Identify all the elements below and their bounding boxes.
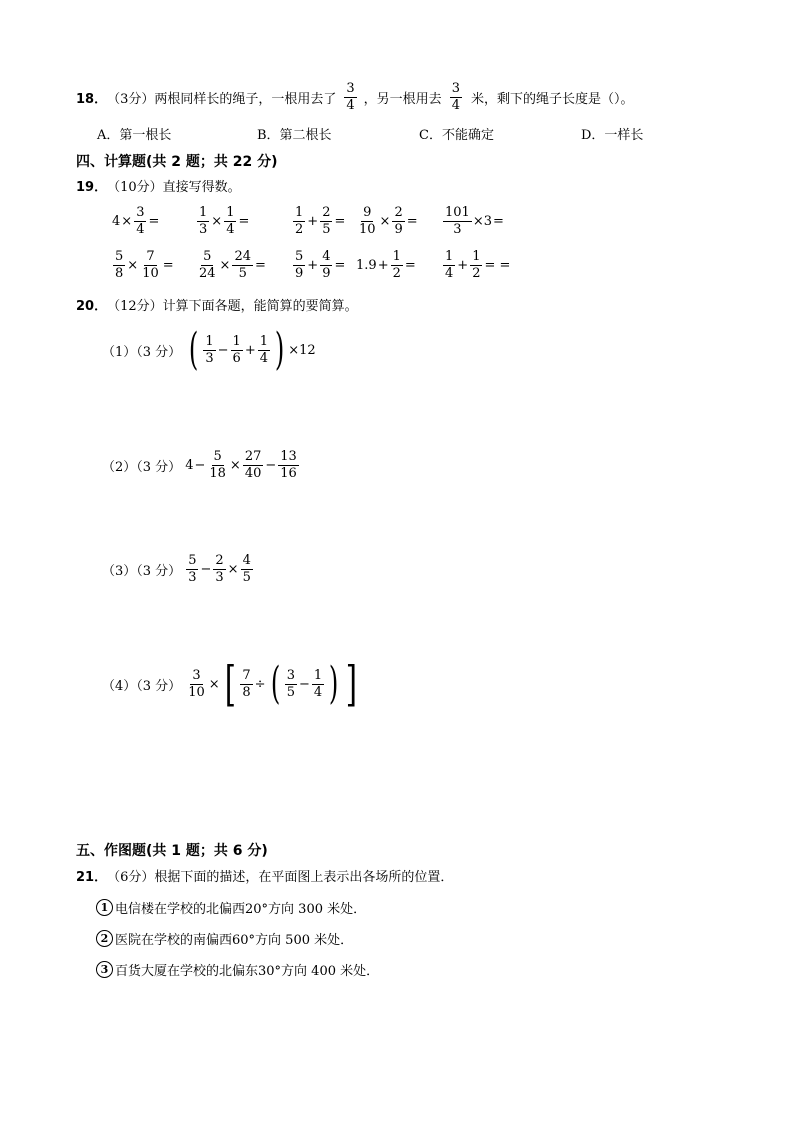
question-text: 两根同样长的绳子，一根用去了 [154,91,337,107]
fraction: $\frac{101}{3}$ [445,204,470,237]
section-title: 五、作图题(共 1 题；共 6 分) [76,843,268,859]
question-text: 直接写得数。 [162,179,241,195]
question-number: 19． [76,179,108,195]
question-number: 20． [76,298,108,314]
question-19-stem [76,176,241,194]
question-text: ，另一根用去 [363,91,442,107]
sub-question-label: （3）（3 分） [102,563,182,579]
fraction: $\frac{1}{4}$ [313,667,323,700]
fraction: $\frac{1}{3}$ [205,333,214,366]
question-score: （12分） [107,298,163,314]
sub-question-3: （3）（3 分） $\frac{5}{3}$ − $\frac{2}{3}$ × $\frac{4}{5}$ [102,552,251,585]
expression: 1.9 + $\frac{1}{2}$ = [356,248,416,281]
sub-question-label: （2）（3 分） [102,459,182,475]
fraction: $\frac{7}{10}$ [142,248,159,281]
option-d: D．一样长 [581,128,644,143]
question-text: 根据下面的描述，在平面图上表示出各场所的位置． [154,869,454,885]
fraction: $\frac{1}{2}$ [392,248,401,281]
fraction: $\frac{5}{9}$ [295,248,304,281]
expression: $\frac{1}{2}$ + $\frac{2}{5}$ = [295,204,346,237]
option-b: B．第二根长 [257,128,332,143]
fraction: $\frac{4}{9}$ [322,248,331,281]
fraction: $\frac{1}{2}$ [472,248,481,281]
expression: $\frac{9}{10}$ × $\frac{2}{9}$ = [359,204,418,237]
fraction: $\frac{5}{3}$ [188,552,197,585]
fraction: $\frac{9}{10}$ [359,204,376,237]
fraction: $\frac{1}{3}$ [199,204,208,237]
expression: $\frac{1}{4}$ + $\frac{1}{2}$ = = [445,248,511,281]
list-item: 1 电信楼在学校的北偏西20°方向 300 米处． [96,897,366,917]
fraction: $\frac{2}{5}$ [322,204,331,237]
fraction: $\frac{2}{3}$ [215,552,224,585]
fraction: $\frac{1}{4}$ [226,204,235,237]
option-c: C．不能确定 [419,128,494,143]
question-score: （10分） [107,179,163,195]
fraction: $\frac{5}{8}$ [115,248,124,281]
fraction: $\frac{1}{6}$ [232,333,241,366]
question-number: 18． [76,91,108,107]
fraction: $\frac{3}{4}$ [136,204,145,237]
option-a: A．第一根长 [97,128,172,143]
fraction: $\frac{2}{9}$ [394,204,403,237]
fraction: $\frac{13}{16}$ [280,448,297,481]
expression: $\frac{5}{9}$ + $\frac{4}{9}$ = [295,248,346,281]
expression: 4 × $\frac{3}{4}$ = [112,204,160,237]
sub-question-2: （2）（3 分） 4 − $\frac{5}{18}$ × $\frac{27}{40}$ − $\frac{13}{16}$ [102,448,297,481]
list-item: 3 百货大厦在学校的北偏东30°方向 400 米处． [96,959,379,979]
fraction: $\frac{3}{5}$ [286,667,296,700]
sub-question-1: （1）（3 分） ( $\frac{1}{3}$ − $\frac{1}{6}$ + $\frac{1}{4}$ ) ×12 [102,324,316,375]
circled-number: 2 [96,930,113,947]
question-score: （6分） [107,869,155,885]
question-score: （3分） [107,91,155,107]
fraction: $\frac{4}{5}$ [242,552,251,585]
expression: $\frac{101}{3}$ ×3 = [445,204,504,237]
fraction: $\frac{7}{8}$ [242,667,251,700]
fraction: $\frac{24}{5}$ [234,248,251,281]
expression: $\frac{1}{3}$ × $\frac{1}{4}$ = [199,204,250,237]
section-title: 四、计算题(共 2 题；共 22 分) [76,154,278,170]
fraction: $\frac{5}{18}$ [209,448,226,481]
fraction: $\frac{27}{40}$ [244,448,262,481]
fraction: $\frac{1}{4}$ [259,333,269,366]
expression: $\frac{5}{24}$ × $\frac{24}{5}$ = [199,248,266,281]
question-text: 计算下面各题，能简算的要简算。 [162,298,358,314]
list-item: 2 医院在学校的南偏西60°方向 500 米处． [96,928,353,948]
sub-question-label: （1）（3 分） [102,344,182,360]
circled-number: 1 [96,899,113,916]
fraction: $\frac{1}{2}$ [295,204,304,237]
fraction: $\frac{3}{4}$ [451,80,460,113]
question-21-stem [76,866,453,884]
question-number: 21． [76,869,108,885]
fraction: $\frac{3}{10}$ [188,667,205,700]
sub-question-4: （4）（3 分） $\frac{3}{10}$ × [ $\frac{7}{8}$ ÷ ( $\frac{3}{5}$ − $\frac{1}{4}$ ) ] [102,656,358,712]
sub-question-label: （4）（3 分） [102,678,182,694]
question-20-stem [76,295,358,313]
fraction: $\frac{1}{4}$ [445,248,454,281]
circled-number: 3 [96,961,113,978]
question-18-stem [76,78,633,116]
expression: $\frac{5}{8}$ × $\frac{7}{10}$ = [115,248,174,281]
question-text: 米，剩下的绳子长度是（）。 [470,91,634,107]
fraction: $\frac{5}{24}$ [199,248,216,281]
fraction: $\frac{3}{4}$ [346,80,355,113]
